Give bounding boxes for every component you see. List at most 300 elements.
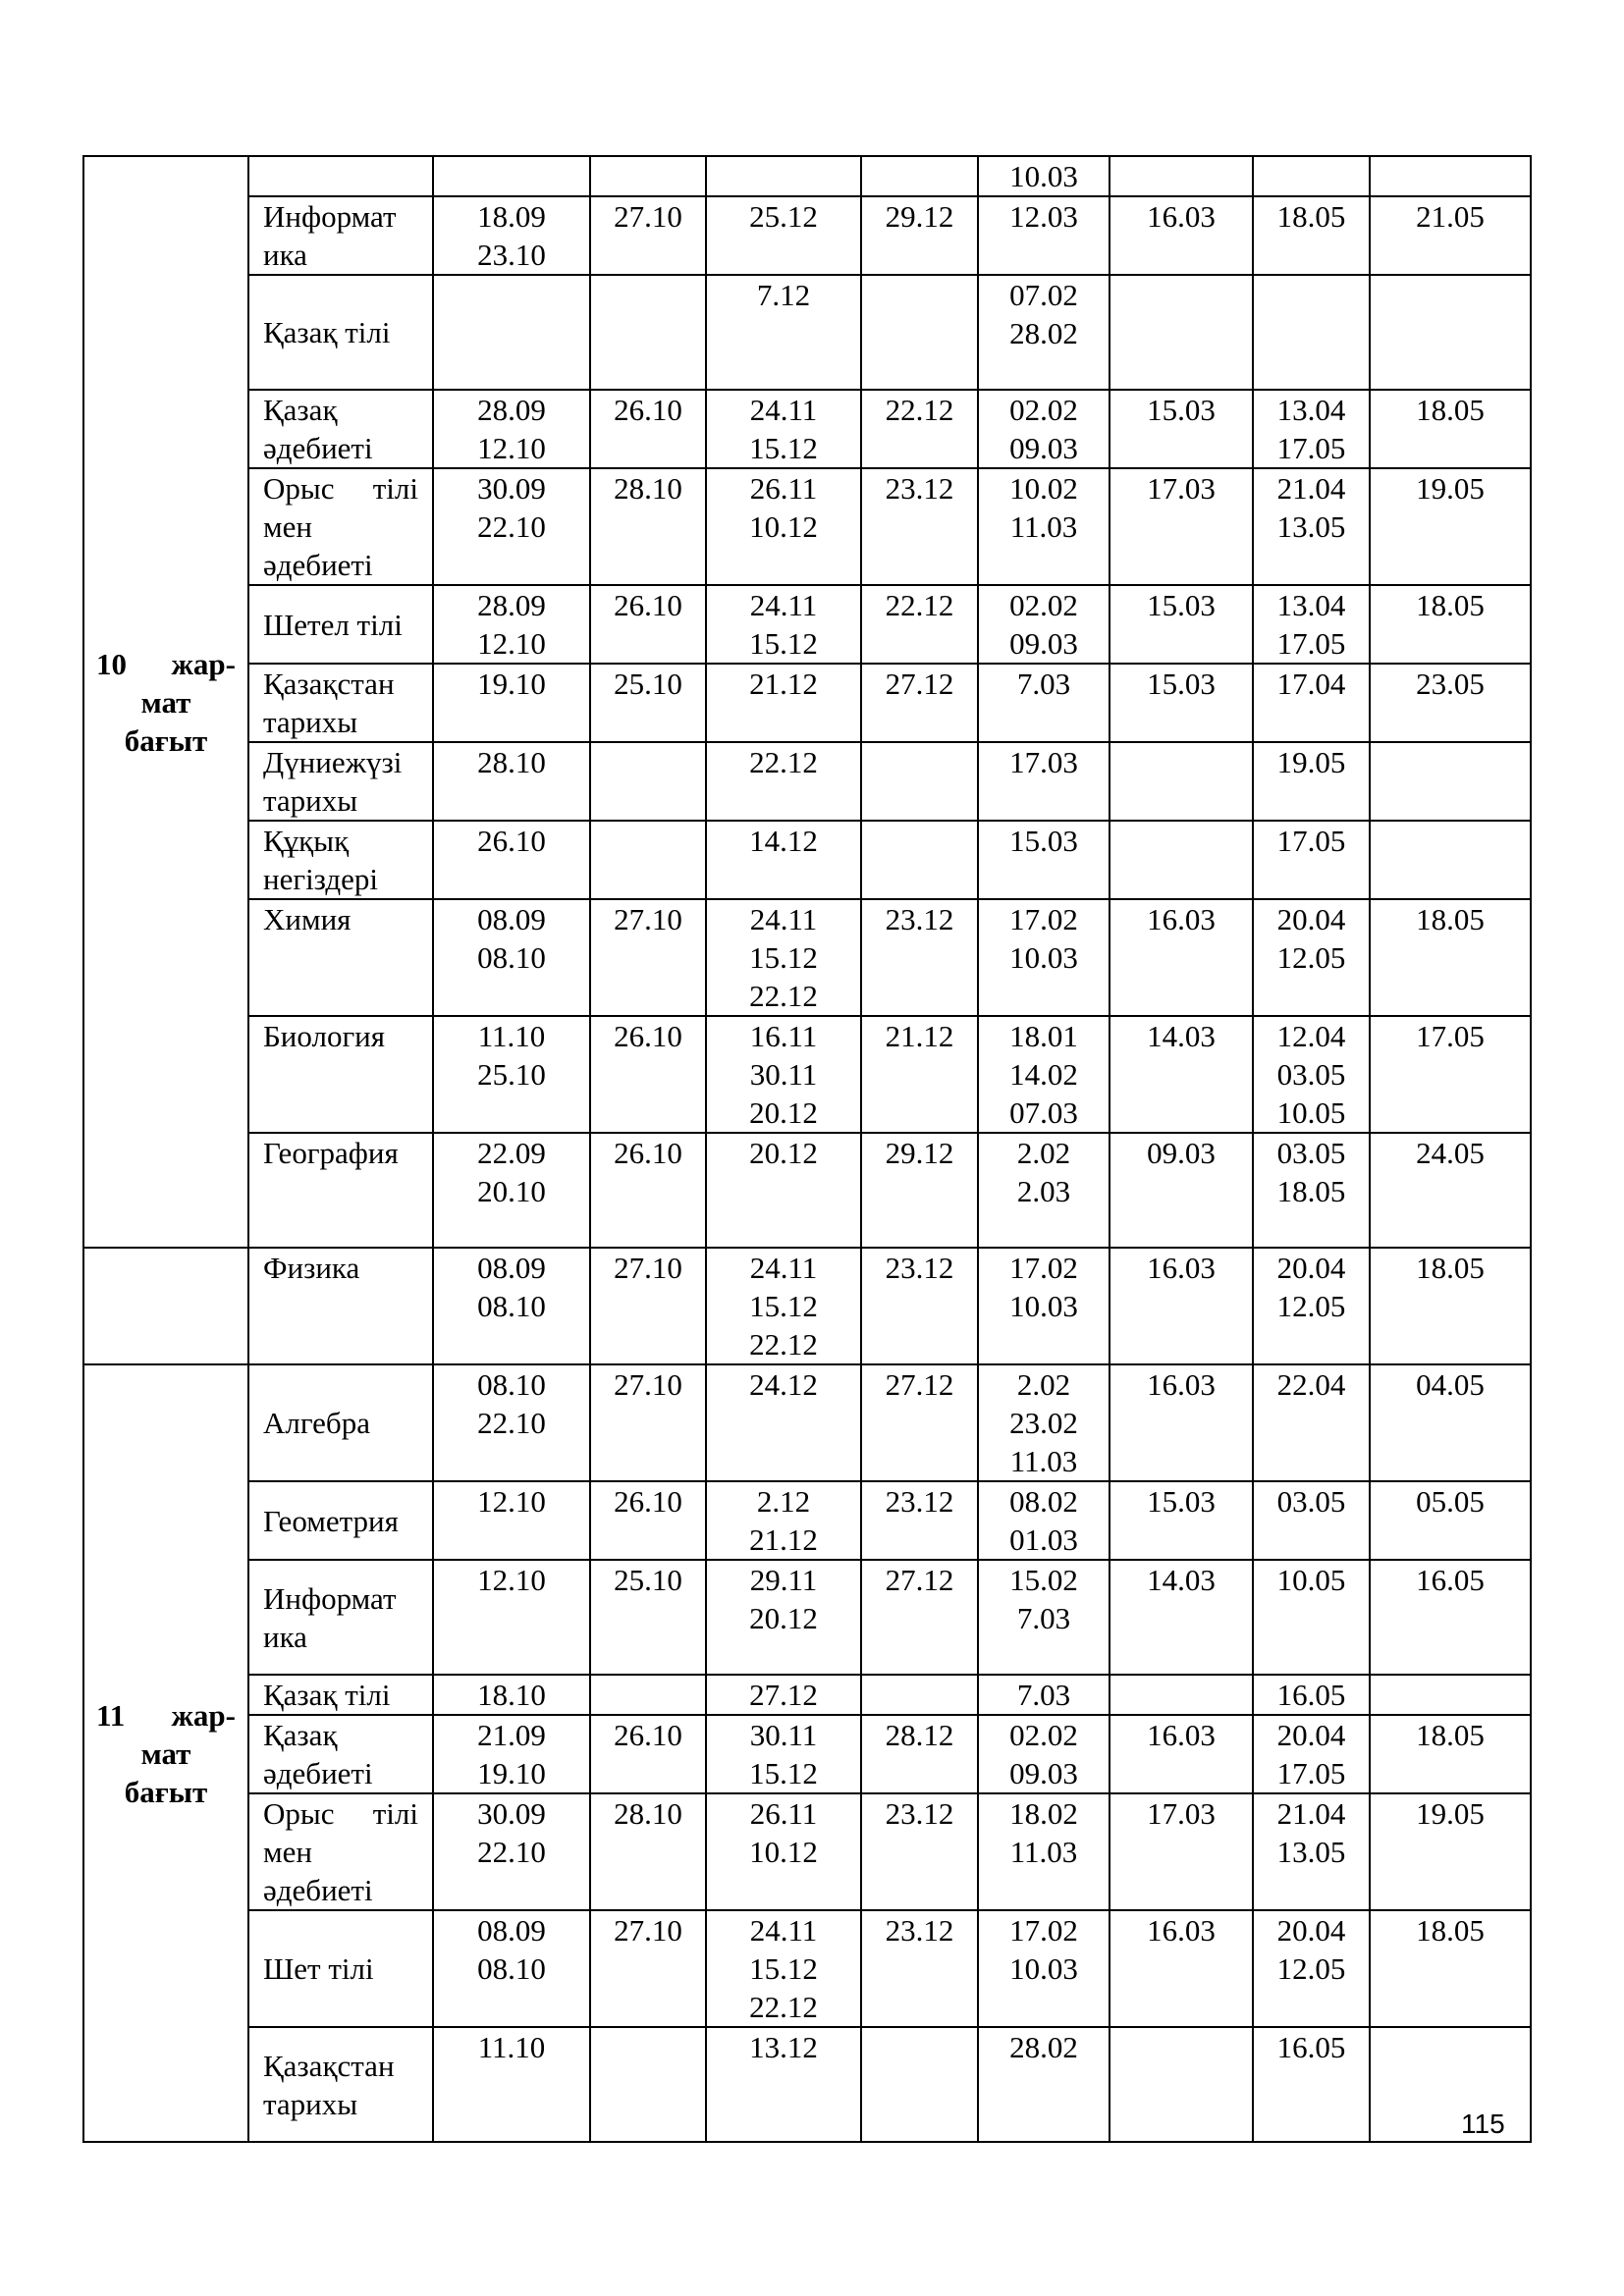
subject-line: Физика [263, 1251, 360, 1285]
subject-cell [248, 821, 433, 899]
subject-line: тарихы [263, 2086, 358, 2121]
date-cell [706, 275, 861, 390]
table-row [83, 1248, 1531, 1364]
date-value: 18.02 [1009, 1796, 1078, 1831]
table-row [83, 664, 1531, 742]
date-cell [1253, 821, 1370, 899]
date-cell [1110, 2027, 1253, 2142]
date-cell [433, 1248, 590, 1364]
date-cell [433, 156, 590, 196]
date-cell [1370, 664, 1531, 742]
date-value: 14.03 [1147, 1019, 1216, 1053]
date-value: 22.10 [477, 1835, 546, 1869]
date-cell [706, 1560, 861, 1675]
date-cell [978, 1248, 1110, 1364]
date-cell [1110, 1364, 1253, 1481]
date-value: 10.03 [1009, 1289, 1078, 1323]
subject-cell [248, 1133, 433, 1248]
date-value: 18.01 [1009, 1019, 1078, 1053]
date-cell [978, 390, 1110, 468]
date-cell [861, 275, 978, 390]
date-cell [1370, 1248, 1531, 1364]
date-cell [706, 2027, 861, 2142]
table-row [83, 2027, 1531, 2142]
date-value: 7.03 [1016, 1601, 1071, 1635]
date-value: 29.11 [749, 1563, 818, 1597]
subject-cell [248, 1910, 433, 2027]
subject-line: тарихы [263, 783, 358, 818]
table-row [83, 1910, 1531, 2027]
date-cell [433, 585, 590, 664]
date-value: 28.10 [477, 745, 546, 779]
date-value: 08.10 [477, 940, 546, 975]
date-cell [978, 1793, 1110, 1910]
date-value: 13.04 [1276, 393, 1346, 427]
date-cell [706, 390, 861, 468]
date-value: 12.10 [477, 626, 546, 661]
date-cell [1370, 196, 1531, 275]
date-value: 22.10 [477, 509, 546, 544]
date-value: 7.03 [1016, 1678, 1071, 1712]
date-cell [1110, 664, 1253, 742]
date-cell [706, 821, 861, 899]
date-cell [590, 821, 706, 899]
date-cell [590, 1910, 706, 2027]
subject-line: әдебиеті [263, 1873, 373, 1907]
date-value: 28.09 [477, 393, 546, 427]
date-cell [590, 742, 706, 821]
date-value: 27.10 [614, 902, 682, 936]
date-cell [1370, 821, 1531, 899]
date-cell [1253, 1560, 1370, 1675]
date-cell [1110, 156, 1253, 196]
page-number: 115 [1461, 2109, 1505, 2139]
subject-cell [248, 585, 433, 664]
subject-line: Орыс тілі [263, 1796, 418, 1831]
date-cell [861, 390, 978, 468]
date-value: 10.12 [749, 1835, 818, 1869]
date-value: 10.03 [1009, 940, 1078, 975]
date-value: 09.03 [1009, 626, 1078, 661]
date-value: 18.05 [1416, 1913, 1485, 1948]
date-value: 24.11 [749, 902, 818, 936]
date-cell [978, 1675, 1110, 1715]
date-cell [861, 899, 978, 1016]
date-value: 08.09 [477, 1913, 546, 1948]
date-value: 21.12 [749, 1522, 818, 1557]
date-value: 22.12 [885, 588, 954, 622]
date-value: 20.12 [749, 1095, 818, 1130]
date-value: 07.02 [1009, 278, 1078, 312]
date-value: 22.12 [749, 1327, 818, 1362]
date-value: 26.10 [614, 1136, 682, 1170]
date-value: 2.02 [1016, 1136, 1071, 1170]
date-value: 11.03 [1009, 1835, 1078, 1869]
date-value: 15.12 [749, 1756, 818, 1790]
date-value: 16.03 [1147, 902, 1216, 936]
date-cell [978, 156, 1110, 196]
date-value: 18.09 [477, 199, 546, 234]
subject-line: Қазақстан [263, 667, 395, 701]
date-value: 28.10 [614, 471, 682, 506]
date-cell [590, 1715, 706, 1793]
date-value: 05.05 [1416, 1484, 1485, 1519]
date-cell [978, 1364, 1110, 1481]
date-value: 30.11 [749, 1718, 818, 1752]
date-cell [1110, 1481, 1253, 1560]
date-value: 23.12 [885, 902, 954, 936]
date-value: 15.12 [749, 626, 818, 661]
date-cell [978, 1133, 1110, 1248]
date-cell [706, 468, 861, 585]
date-cell [1253, 156, 1370, 196]
subject-line: Геометрия [263, 1503, 399, 1538]
date-cell [1110, 196, 1253, 275]
date-cell [590, 1481, 706, 1560]
date-value: 08.09 [477, 1251, 546, 1285]
date-cell [433, 2027, 590, 2142]
date-value: 18.05 [1416, 1718, 1485, 1752]
date-cell [590, 1133, 706, 1248]
date-value: 12.10 [477, 431, 546, 465]
subject-line: Қазақ [263, 1718, 338, 1752]
group-label [83, 156, 248, 1248]
date-value: 18.05 [1416, 902, 1485, 936]
table-row [83, 156, 1531, 196]
date-cell [1253, 196, 1370, 275]
date-cell [433, 742, 590, 821]
date-value: 11.03 [1009, 509, 1078, 544]
date-cell [978, 1016, 1110, 1133]
date-value: 12.05 [1276, 940, 1346, 975]
subject-cell [248, 1675, 433, 1715]
date-cell [1370, 1910, 1531, 2027]
date-cell [861, 1481, 978, 1560]
date-value: 16.05 [1416, 1563, 1485, 1597]
date-cell [706, 1364, 861, 1481]
subject-line: Қазақстан [263, 2048, 395, 2083]
date-cell [706, 1481, 861, 1560]
table-row [83, 899, 1531, 1016]
date-value: 17.02 [1009, 1251, 1078, 1285]
date-value: 17.05 [1276, 626, 1346, 661]
subject-line: әдебиеті [263, 1756, 373, 1790]
date-cell [978, 1481, 1110, 1560]
date-cell [706, 1910, 861, 2027]
date-cell [590, 1793, 706, 1910]
date-value: 20.10 [477, 1174, 546, 1208]
date-value: 07.03 [1009, 1095, 1078, 1130]
date-cell [706, 196, 861, 275]
date-value: 10.12 [749, 509, 818, 544]
date-cell [1370, 1016, 1531, 1133]
date-cell [861, 664, 978, 742]
date-value: 21.12 [885, 1019, 954, 1053]
date-cell [1110, 821, 1253, 899]
date-cell [978, 1715, 1110, 1793]
date-cell [706, 156, 861, 196]
subject-cell [248, 1481, 433, 1560]
date-cell [861, 2027, 978, 2142]
date-cell [590, 196, 706, 275]
date-value: 22.12 [749, 979, 818, 1013]
date-value: 19.10 [477, 667, 546, 701]
date-cell [706, 899, 861, 1016]
subject-line: ика [263, 1619, 307, 1654]
subject-line: Биология [263, 1019, 386, 1053]
table-row [83, 1675, 1531, 1715]
date-value: 17.05 [1276, 1756, 1346, 1790]
date-value: 18.05 [1276, 1174, 1346, 1208]
date-value: 13.05 [1276, 1835, 1346, 1869]
date-value: 16.05 [1276, 2030, 1346, 2064]
date-cell [1253, 275, 1370, 390]
date-value: 15.12 [749, 1951, 818, 1986]
date-cell [1370, 1715, 1531, 1793]
table-row [83, 585, 1531, 664]
date-value: 09.03 [1009, 1756, 1078, 1790]
table-row [83, 275, 1531, 390]
date-value: 2.12 [756, 1484, 811, 1519]
subject-cell [248, 1560, 433, 1675]
group-label-line: 10 жар- [96, 646, 236, 681]
date-value: 27.10 [614, 199, 682, 234]
date-value: 08.09 [477, 902, 546, 936]
subject-line: негіздері [263, 862, 379, 896]
date-value: 24.11 [749, 393, 818, 427]
date-cell [1110, 390, 1253, 468]
date-value: 23.05 [1416, 667, 1485, 701]
date-cell [1253, 1910, 1370, 2027]
date-cell [706, 742, 861, 821]
date-value: 26.10 [614, 393, 682, 427]
date-value: 03.05 [1276, 1057, 1346, 1092]
date-cell [978, 821, 1110, 899]
date-cell [1370, 390, 1531, 468]
date-value: 20.04 [1276, 1718, 1346, 1752]
date-cell [1253, 1248, 1370, 1364]
date-value: 16.03 [1147, 1251, 1216, 1285]
date-value: 15.02 [1009, 1563, 1078, 1597]
date-value: 17.05 [1276, 431, 1346, 465]
date-value: 15.03 [1147, 393, 1216, 427]
subject-cell [248, 1016, 433, 1133]
date-cell [433, 196, 590, 275]
date-value: 12.05 [1276, 1951, 1346, 1986]
date-value: 02.02 [1009, 393, 1078, 427]
date-value: 12.05 [1276, 1289, 1346, 1323]
subject-line: Құқық [263, 824, 350, 858]
subject-line: мен [263, 1835, 312, 1869]
date-cell [978, 1910, 1110, 2027]
date-value: 23.12 [885, 1796, 954, 1831]
date-cell [1110, 742, 1253, 821]
date-value: 15.03 [1147, 667, 1216, 701]
subject-cell [248, 156, 433, 196]
date-value: 30.09 [477, 1796, 546, 1831]
date-value: 27.12 [885, 1563, 954, 1597]
date-cell [590, 1675, 706, 1715]
subject-line: мен [263, 509, 312, 544]
date-value: 11.03 [1009, 1444, 1078, 1478]
date-value: 23.12 [885, 471, 954, 506]
date-cell [1253, 1364, 1370, 1481]
date-value: 27.10 [614, 1367, 682, 1402]
date-value: 20.04 [1276, 902, 1346, 936]
date-value: 16.05 [1276, 1678, 1346, 1712]
date-value: 22.09 [477, 1136, 546, 1170]
date-value: 24.11 [749, 1913, 818, 1948]
date-cell [978, 664, 1110, 742]
group-label [83, 1248, 248, 1364]
date-value: 14.12 [749, 824, 818, 858]
date-cell [861, 1715, 978, 1793]
date-cell [590, 664, 706, 742]
date-value: 29.12 [885, 1136, 954, 1170]
date-value: 13.12 [749, 2030, 818, 2064]
date-cell [978, 1560, 1110, 1675]
date-cell [706, 664, 861, 742]
date-value: 28.02 [1009, 316, 1078, 350]
date-cell [590, 156, 706, 196]
date-value: 15.03 [1009, 824, 1078, 858]
date-value: 15.03 [1147, 588, 1216, 622]
date-cell [1370, 1364, 1531, 1481]
date-value: 2.03 [1016, 1174, 1071, 1208]
table-row [83, 196, 1531, 275]
date-cell [433, 390, 590, 468]
date-cell [1110, 585, 1253, 664]
date-cell [861, 1133, 978, 1248]
date-value: 27.12 [885, 1367, 954, 1402]
date-value: 17.05 [1276, 824, 1346, 858]
date-value: 17.03 [1009, 745, 1078, 779]
date-cell [433, 1016, 590, 1133]
date-value: 7.03 [1016, 667, 1071, 701]
date-value: 12.03 [1009, 199, 1078, 234]
date-value: 25.12 [749, 199, 818, 234]
subject-line: әдебиеті [263, 548, 373, 582]
date-value: 18.05 [1416, 1251, 1485, 1285]
date-cell [590, 2027, 706, 2142]
date-value: 28.02 [1009, 2030, 1078, 2064]
date-cell [861, 1910, 978, 2027]
date-value: 10.02 [1009, 471, 1078, 506]
date-cell [1110, 1793, 1253, 1910]
date-value: 02.02 [1009, 588, 1078, 622]
date-value: 16.03 [1147, 1913, 1216, 1948]
date-cell [1370, 156, 1531, 196]
date-value: 18.05 [1416, 393, 1485, 427]
date-value: 08.10 [477, 1951, 546, 1986]
date-value: 28.09 [477, 588, 546, 622]
date-cell [1253, 664, 1370, 742]
date-value: 22.12 [885, 393, 954, 427]
date-value: 13.05 [1276, 509, 1346, 544]
date-value: 27.10 [614, 1913, 682, 1948]
date-cell [861, 1675, 978, 1715]
date-cell [433, 664, 590, 742]
date-cell [590, 275, 706, 390]
date-value: 18.10 [477, 1678, 546, 1712]
date-value: 24.11 [749, 1251, 818, 1285]
date-value: 04.05 [1416, 1367, 1485, 1402]
date-value: 26.10 [614, 1484, 682, 1519]
date-cell [1253, 390, 1370, 468]
date-value: 16.11 [749, 1019, 818, 1053]
date-cell [1370, 468, 1531, 585]
date-value: 30.09 [477, 471, 546, 506]
subject-line: Орыс тілі [263, 471, 418, 506]
date-value: 24.12 [749, 1367, 818, 1402]
date-value: 7.12 [756, 278, 811, 312]
date-cell [861, 196, 978, 275]
group-label-line: бағыт [124, 1774, 208, 1809]
date-value: 11.10 [477, 1019, 546, 1053]
date-value: 26.11 [749, 1796, 818, 1831]
date-cell [861, 1560, 978, 1675]
date-value: 01.03 [1009, 1522, 1078, 1557]
date-value: 27.12 [885, 667, 954, 701]
date-value: 26.10 [614, 1718, 682, 1752]
date-value: 17.04 [1276, 667, 1346, 701]
date-value: 22.12 [749, 1990, 818, 2024]
date-value: 19.05 [1276, 745, 1346, 779]
date-value: 21.05 [1416, 199, 1485, 234]
date-value: 30.11 [749, 1057, 818, 1092]
date-cell [706, 1793, 861, 1910]
date-cell [1253, 1016, 1370, 1133]
date-cell [1370, 1481, 1531, 1560]
date-cell [978, 742, 1110, 821]
date-value: 20.04 [1276, 1913, 1346, 1948]
date-cell [1370, 1675, 1531, 1715]
date-cell [861, 1793, 978, 1910]
date-value: 26.10 [614, 1019, 682, 1053]
date-value: 17.02 [1009, 902, 1078, 936]
date-cell [1110, 275, 1253, 390]
date-value: 21.04 [1276, 1796, 1346, 1831]
date-value: 20.12 [749, 1601, 818, 1635]
subject-cell [248, 2027, 433, 2142]
subject-cell [248, 1248, 433, 1364]
table-row [83, 1793, 1531, 1910]
subject-line: Информат [263, 199, 397, 234]
date-value: 08.10 [477, 1367, 546, 1402]
date-cell [1110, 899, 1253, 1016]
date-value: 26.10 [477, 824, 546, 858]
schedule-body [83, 156, 1531, 2142]
date-value: 29.12 [885, 199, 954, 234]
date-value: 28.10 [614, 1796, 682, 1831]
date-cell [433, 1481, 590, 1560]
date-value: 25.10 [477, 1057, 546, 1092]
date-cell [706, 1016, 861, 1133]
date-cell [1370, 1560, 1531, 1675]
date-cell [978, 585, 1110, 664]
table-row [83, 742, 1531, 821]
date-value: 21.09 [477, 1718, 546, 1752]
date-value: 10.03 [1009, 1951, 1078, 1986]
date-value: 26.10 [614, 588, 682, 622]
date-cell [706, 1715, 861, 1793]
date-cell [1110, 1675, 1253, 1715]
date-cell [590, 1248, 706, 1364]
date-cell [433, 899, 590, 1016]
group-label-line: мат [140, 1735, 191, 1771]
date-value: 18.05 [1276, 199, 1346, 234]
subject-line: Қазақ тілі [263, 315, 391, 349]
